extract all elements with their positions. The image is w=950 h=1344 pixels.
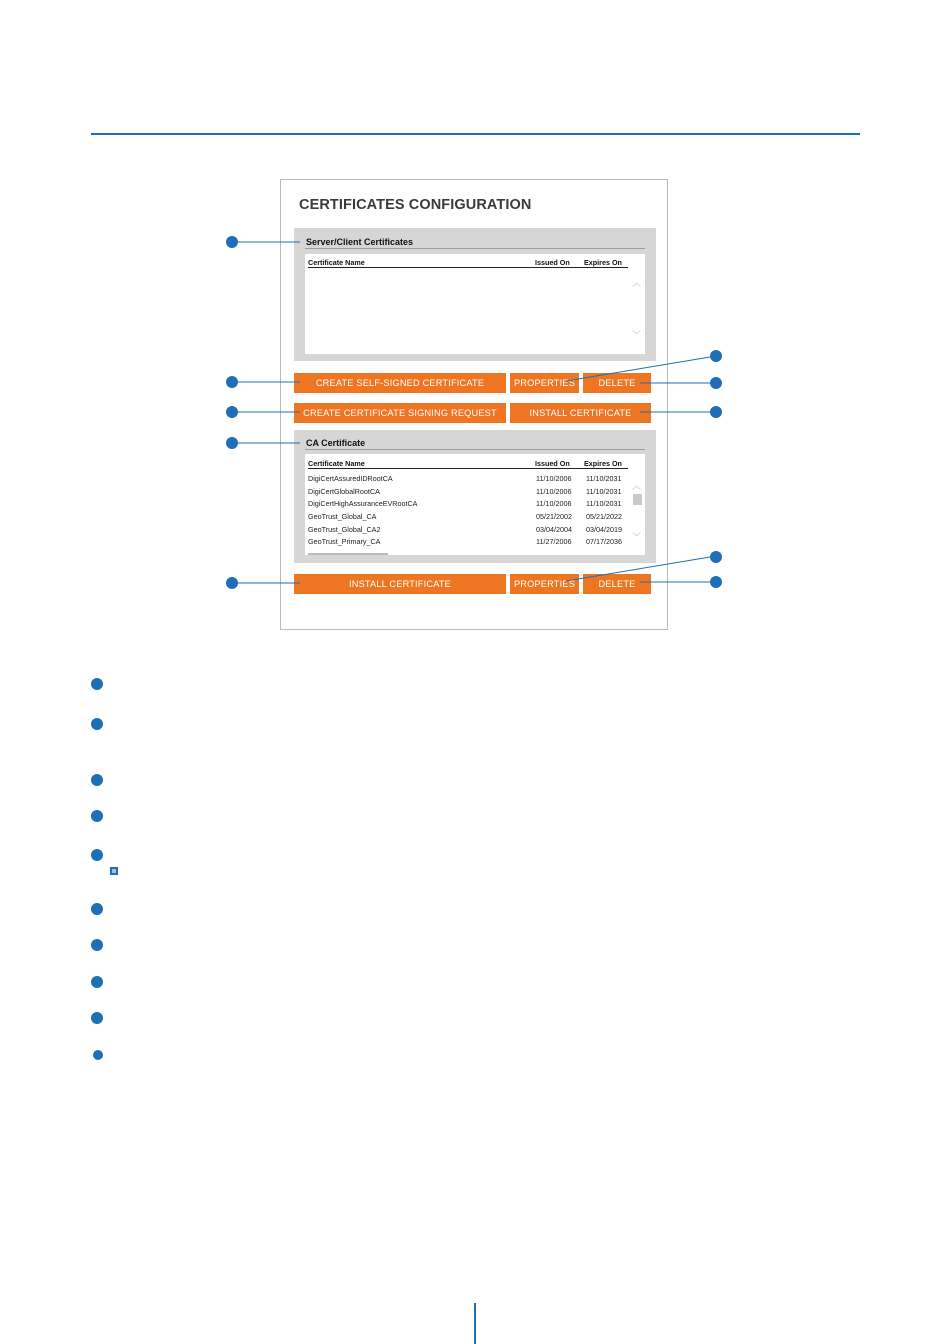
cert-name: GeoTrust_Global_CA2 [308, 525, 381, 534]
column-expires-on: Expires On [584, 258, 622, 267]
note-icon [110, 867, 118, 875]
chevron-up-icon[interactable]: ︿ [632, 278, 642, 288]
cert-issued: 05/21/2002 [536, 512, 572, 521]
chevron-down-icon[interactable]: ﹀ [632, 330, 642, 340]
cert-issued: 11/10/2006 [536, 499, 572, 508]
ca-delete-button[interactable]: DELETE [583, 574, 651, 594]
callout-marker [710, 377, 722, 389]
ca-properties-button[interactable]: PROPERTIES [510, 574, 579, 594]
description-marker [91, 1012, 103, 1024]
callout-marker [710, 406, 722, 418]
cert-expires: 11/10/2031 [586, 499, 622, 508]
ca-install-button[interactable]: INSTALL CERTIFICATE [294, 574, 506, 594]
cert-expires: 07/17/2036 [586, 537, 622, 546]
description-marker [91, 774, 103, 786]
cert-issued: 11/27/2006 [536, 537, 572, 546]
description-marker [91, 903, 103, 915]
cert-expires: 03/04/2019 [586, 525, 622, 534]
description-marker [91, 849, 103, 861]
cert-name: GeoTrust_Primary_CA [308, 537, 381, 546]
cert-issued: 11/10/2006 [536, 474, 572, 483]
column-expires-on: Expires On [584, 459, 622, 468]
chevron-up-icon[interactable]: ︿ [632, 481, 642, 491]
column-certificate-name: Certificate Name [308, 258, 365, 267]
description-marker [91, 976, 103, 988]
server-delete-button[interactable]: DELETE [583, 373, 651, 393]
description-marker [91, 939, 103, 951]
cert-issued: 11/10/2006 [536, 487, 572, 496]
column-issued-on: Issued On [535, 459, 570, 468]
description-marker [91, 718, 103, 730]
callout-marker [226, 376, 238, 388]
cert-name: DigiCertGlobalRootCA [308, 487, 380, 496]
cert-expires: 11/10/2031 [586, 487, 622, 496]
description-marker [91, 810, 103, 822]
page-footer-rule [474, 1303, 476, 1344]
cert-name: DigiCertHighAssuranceEVRootCA [308, 499, 418, 508]
callout-marker [226, 437, 238, 449]
callout-marker [226, 577, 238, 589]
callout-marker [710, 551, 722, 563]
chevron-down-icon[interactable]: ﹀ [632, 532, 642, 542]
create-self-signed-button[interactable]: CREATE SELF-SIGNED CERTIFICATE [294, 373, 506, 393]
column-issued-on: Issued On [535, 258, 570, 267]
server-properties-button[interactable]: PROPERTIES [510, 373, 579, 393]
description-marker [93, 1050, 103, 1060]
callout-marker [226, 236, 238, 248]
cert-name: DigiCertAssuredIDRootCA [308, 474, 393, 483]
ca-label: CA Certificate [306, 438, 366, 448]
column-certificate-name: Certificate Name [308, 459, 365, 468]
callout-marker [226, 406, 238, 418]
cert-expires: 05/21/2022 [586, 512, 622, 521]
callout-marker [710, 576, 722, 588]
cert-name: GeoTrust_Global_CA [308, 512, 377, 521]
cert-expires: 11/10/2031 [586, 474, 622, 483]
create-csr-button[interactable]: CREATE CERTIFICATE SIGNING REQUEST [294, 403, 506, 423]
description-marker [91, 678, 103, 690]
callout-marker [710, 350, 722, 362]
server-install-button[interactable]: INSTALL CERTIFICATE [510, 403, 651, 423]
cert-issued: 03/04/2004 [536, 525, 572, 534]
server-client-label: Server/Client Certificates [306, 237, 414, 247]
panel-title: CERTIFICATES CONFIGURATION [299, 197, 532, 213]
